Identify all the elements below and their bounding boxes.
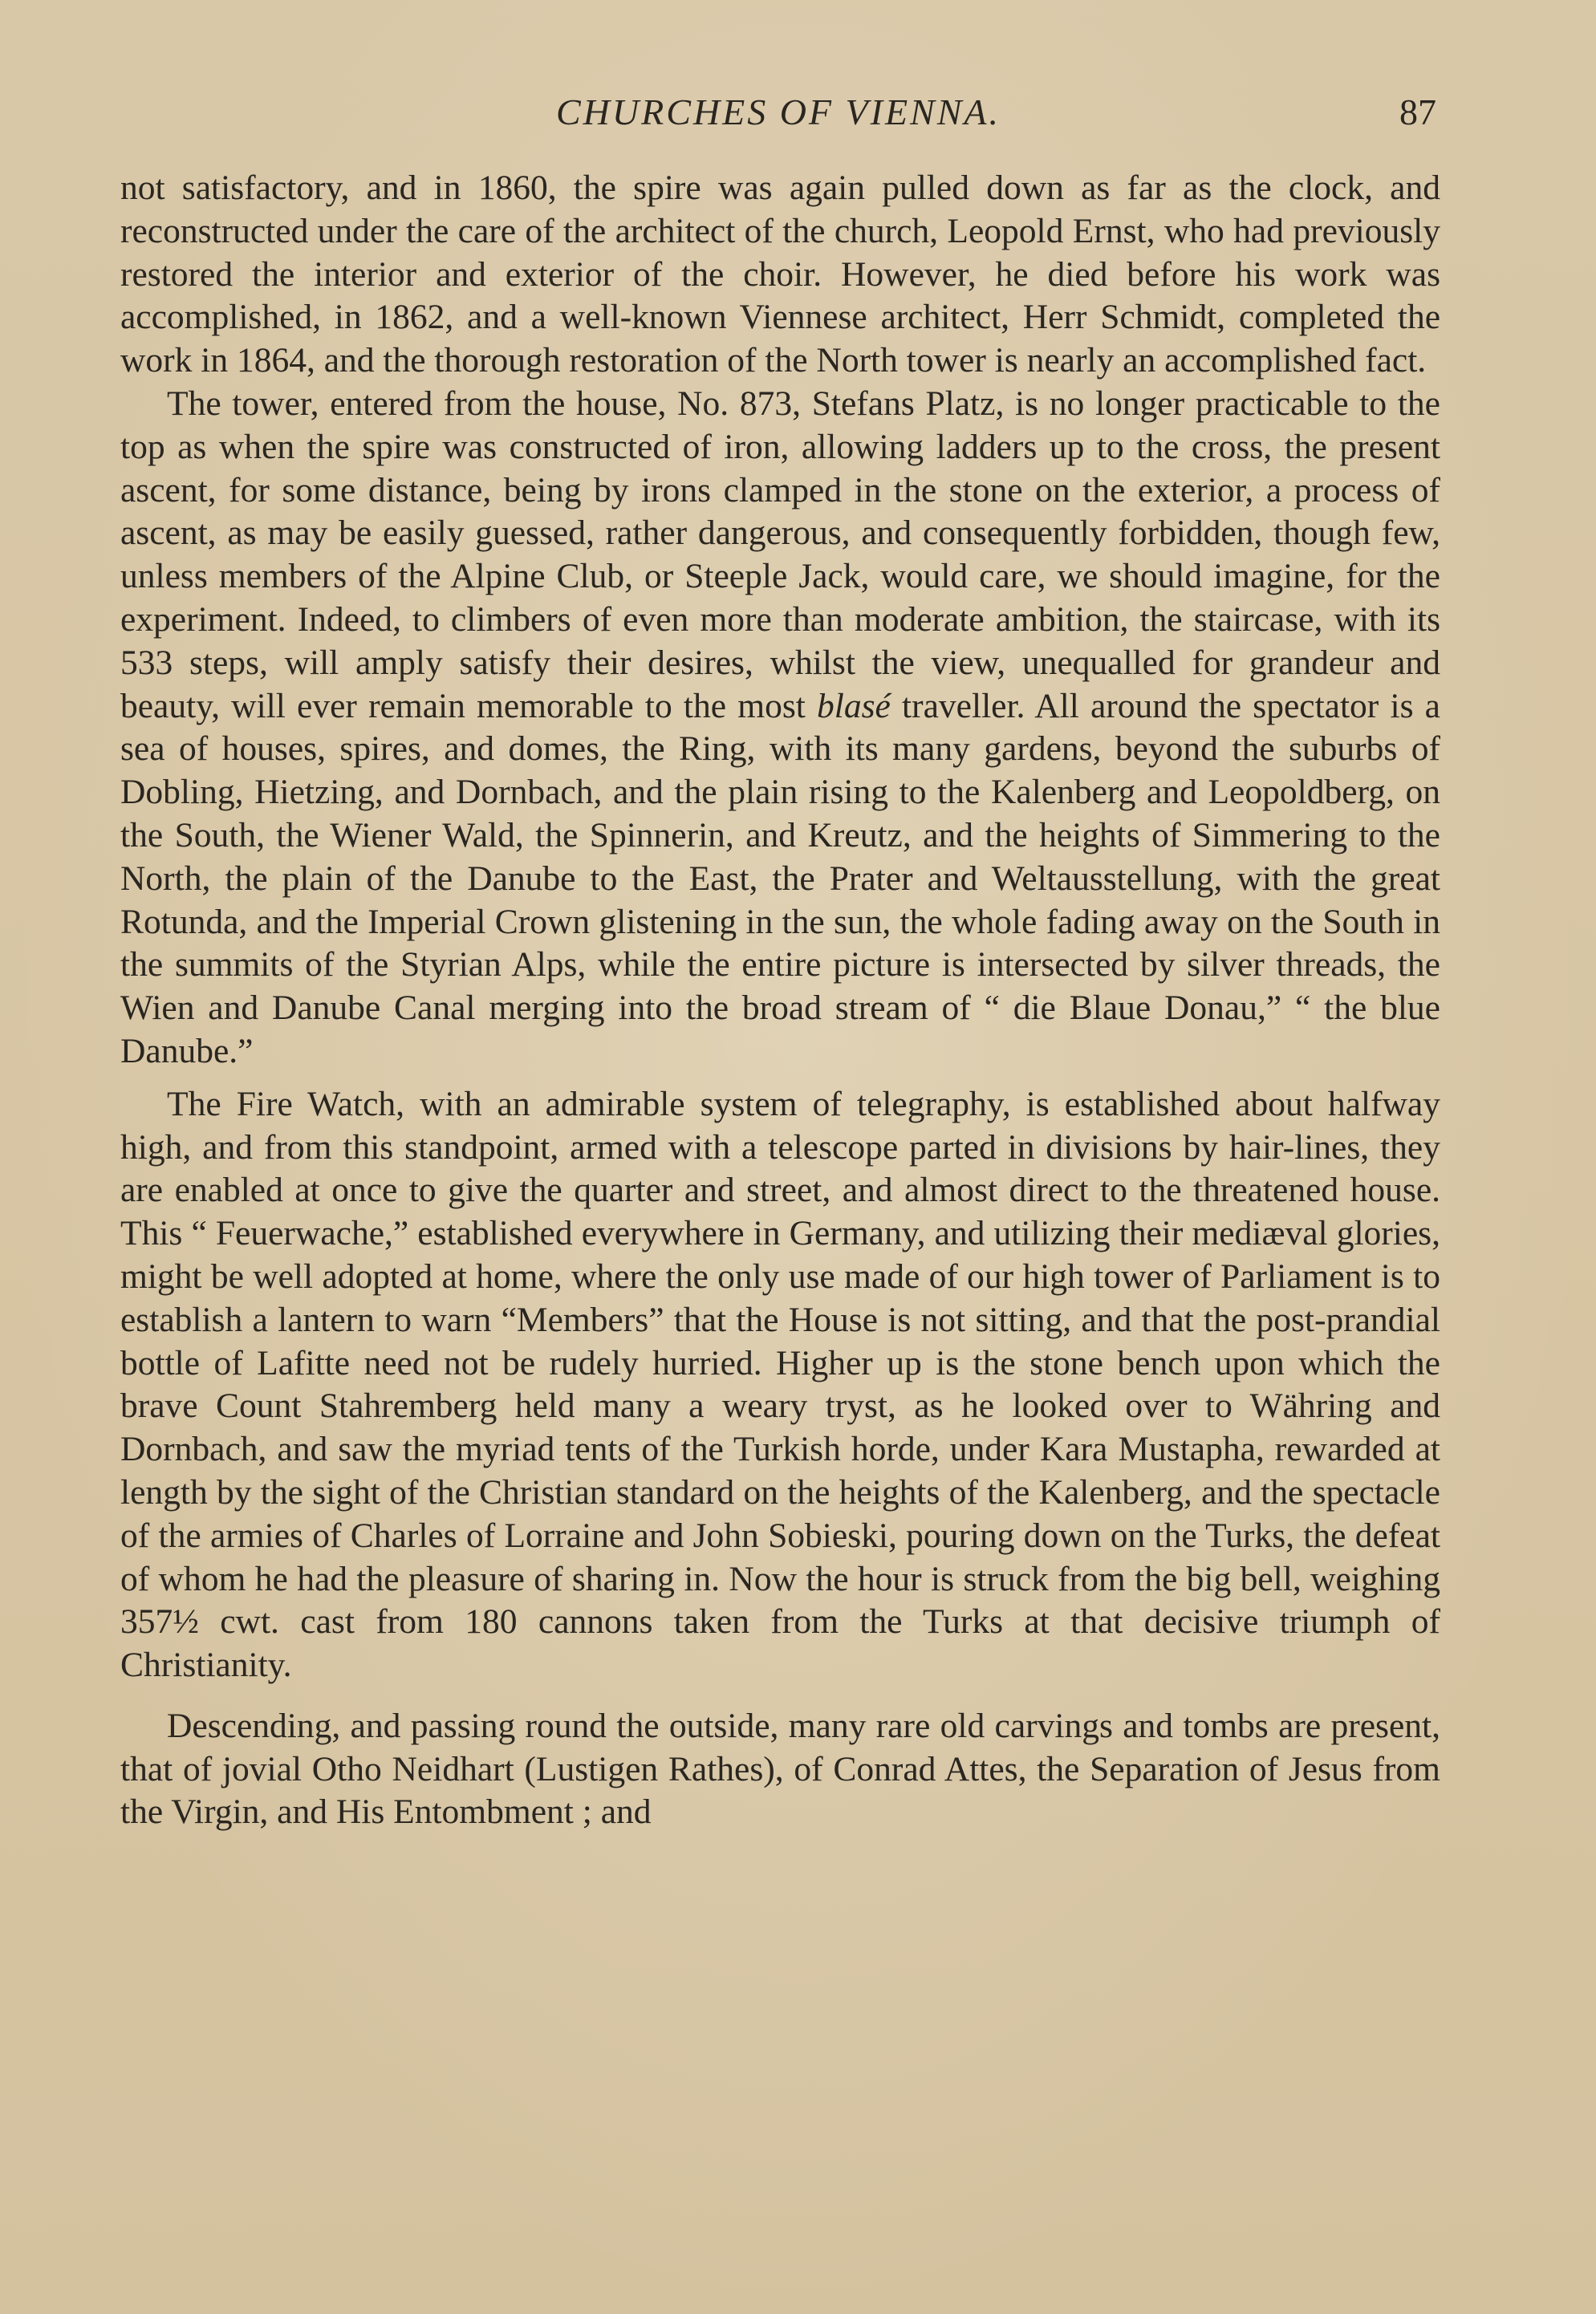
paragraph-2-part-a: The tower, entered from the house, No. 873, Stefans Platz, is no longer practicable to the top as when the spire was constructed of iron, allowing ladders up to the cross, the present ascent, for some distance, being by irons clamped in the stone on the exterior, a process of ascent, as may be easily guessed, rather dangerous, and consequently forbidden, though few, unless members of the Alpine Club, or Steeple Jack, would care, we should imagine, for the experiment. Indeed, to climbers of even more than moderate ambition, the staircase, with its 533 steps, will amply satisfy their desires, whilst the view, unequalled for grandeur and beauty, will ever remain memorable to the most (120, 384, 1440, 725)
body-text (120, 167, 1440, 1834)
paragraph-3: The Fire Watch, with an admirable system of telegraphy, is established about halfway high, and from this standpoint, armed with a telescope parted in divisions by hair-lines, they are enabled at once to give the quarter and street, and almost direct to the threatened house. This “ Feuerwache,” established everywhere in Germany, and utilizing their mediæval glories, might be well adopted at home, where the only use made of our high tower of Parliament is to establish a lantern to warn “Members” that the House is not sitting, and that the post-prandial bottle of Lafitte need not be rudely hurried. Higher up is the stone bench upon which the brave Count Stahremberg held many a weary tryst, as he looked over to Währing and Dornbach, and saw the myriad tents of the Turkish horde, under Kara Mustapha, rewarded at length by the sight of the Christian standard on the heights of the Kalenberg, and the spectacle of the armies of Charles of Lorraine and John Sobieski, pouring down on the Turks, the defeat of whom he had the pleasure of sharing in. Now the hour is struck from the big bell, weighing 357½ cwt. cast from 180 cannons taken from the Turks at that decisive triumph of Christianity. (120, 1084, 1440, 1685)
running-head: CHURCHES OF VIENNA. (555, 91, 1001, 132)
page-header (120, 84, 1436, 140)
paragraph-2 (120, 383, 1440, 1074)
italic-term: blasé (817, 686, 891, 725)
paragraph-4: Descending, and passing round the outside, many rare old carvings and tombs are present, that of jovial Otho Neidhart (Lustigen Rathes), of Conrad Attes, the Separation of Jesus from the Virgin, and His Entombment ; and (120, 1706, 1440, 1832)
paragraph-2-part-b: traveller. All around the spectator is a sea of houses, spires, and domes, the Ring, with its many gardens, beyond the suburbs of Dobling, Hietzing, and Dornbach, and the plain rising to the Kalenberg and Leopoldberg, on the South, the Wiener Wald, the Spinnerin, and Kreutz, and the heights of Simmering to the North, the plain of the Danube to the East, the Prater and Weltausstellung, with the great Rotunda, and the Imperial Crown glistening in the sun, the whole fading away on the South in the summits of the Styrian Alps, while the entire picture is intersected by silver threads, the Wien and Danube Canal merging into the broad stream of “ die Blaue Donau,” “ the blue Danube.” (120, 686, 1440, 1070)
paragraph-1: not satisfactory, and in 1860, the spire was again pulled down as far as the clock, and reconstructed under the care of the architect of the church, Leopold Ernst, who had previously restored the interior and exterior of the choir. However, he died before his work was accomplished, in 1862, and a well-known Viennese architect, Herr Schmidt, completed the work in 1864, and the thorough restoration of the North tower is nearly an accomplished fact. (120, 168, 1440, 380)
page-number: 87 (1399, 91, 1436, 132)
